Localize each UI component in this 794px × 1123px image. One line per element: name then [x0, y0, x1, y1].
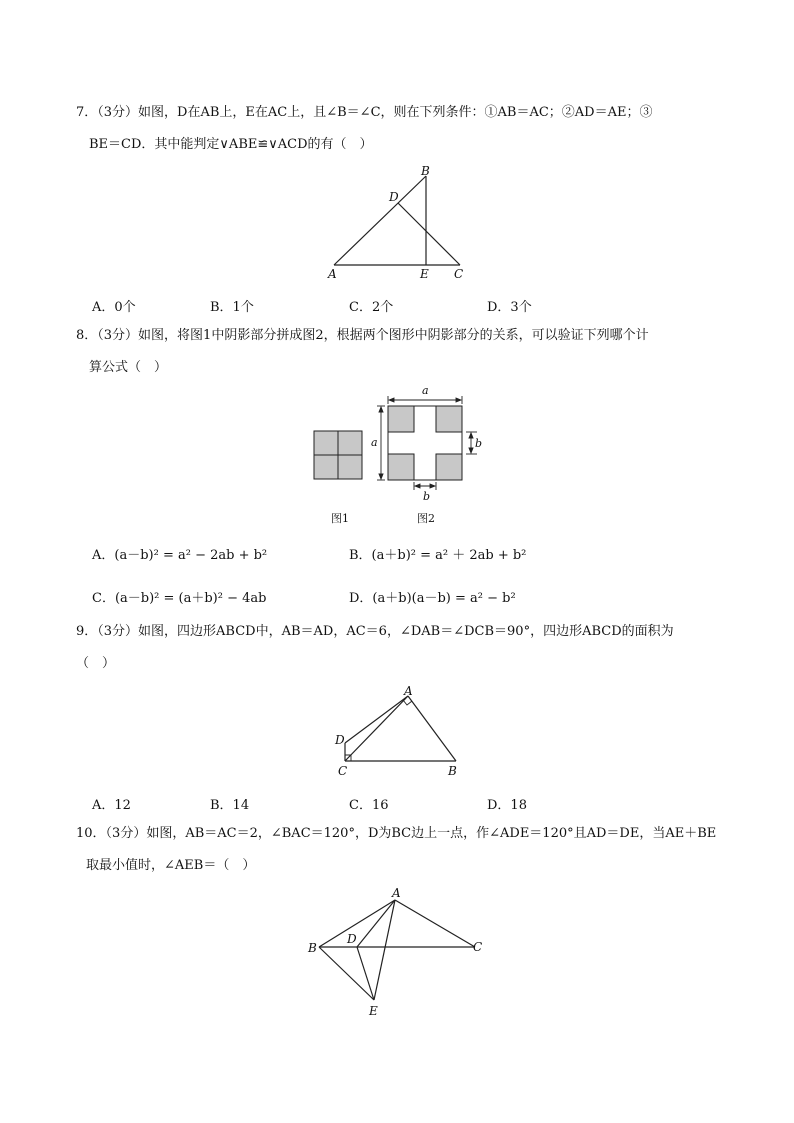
q9-label-c: C — [338, 764, 348, 778]
q8-option-d[interactable]: D．(a＋b)(a－b) = a² − b² — [349, 591, 516, 606]
q9-line-ab — [408, 696, 456, 761]
q10-stem-line2: 取最小值时，∠AEB＝（ ） — [86, 858, 256, 873]
q10-label-a: A — [392, 886, 401, 900]
q9-line-da — [345, 696, 408, 743]
q9-label-a: A — [404, 684, 413, 698]
q8-caption-fig2: 图2 — [417, 512, 435, 525]
q8-fig2 — [388, 406, 462, 480]
q7-option-d[interactable]: D．3个 — [487, 300, 532, 315]
q9-stem-line1: 9．（3分）如图，四边形ABCD中，AB＝AD，AC＝6，∠DAB＝∠DCB＝90°，四边形ABCD的面积为 — [76, 624, 674, 639]
q8-option-a[interactable]: A．(a－b)² = a² − 2ab + b² — [92, 548, 268, 563]
q7-option-c[interactable]: C．2个 — [349, 300, 394, 315]
q9-figure — [330, 683, 470, 781]
q10-line-ac — [395, 900, 475, 947]
q9-label-d: D — [335, 733, 345, 747]
q10-line-ba — [319, 900, 395, 947]
q10-label-e: E — [369, 1004, 378, 1018]
q9-option-b[interactable]: B．14 — [210, 798, 250, 813]
q8-option-b[interactable]: B．(a＋b)² = a² ＋ 2ab + b² — [349, 548, 527, 563]
q10-label-d: D — [347, 932, 357, 946]
q10-label-b: B — [308, 941, 317, 955]
q9-line-ca — [345, 696, 408, 761]
q10-label-c: C — [473, 940, 483, 954]
q8-stem-line2: 算公式（ ） — [89, 360, 168, 375]
q8-label-b-right: b — [475, 437, 483, 450]
q7-label-c: C — [454, 267, 464, 281]
q7-line-dc — [398, 203, 460, 265]
q7-label-e: E — [420, 267, 429, 281]
q7-option-b[interactable]: B．1个 — [210, 300, 254, 315]
q7-line-ab — [334, 176, 426, 265]
q7-option-a[interactable]: A．0个 — [92, 300, 136, 315]
q9-option-a[interactable]: A．12 — [92, 798, 131, 813]
q8-label-a-left: a — [371, 436, 378, 449]
q9-option-d[interactable]: D．18 — [487, 798, 527, 813]
q10-stem-line1: 10．（3分）如图，AB＝AC＝2，∠BAC＝120°，D为BC边上一点，作∠ADE＝120°且AD＝DE，当AE＋BE — [76, 826, 717, 841]
q9-label-b: B — [448, 764, 457, 778]
q10-line-da — [357, 900, 395, 947]
q8-stem-line1: 8．（3分）如图，将图1中阴影部分拼成图2，根据两个图形中阴影部分的关系，可以验证下列哪个计 — [76, 328, 649, 343]
q8-caption-fig1: 图1 — [331, 512, 349, 525]
q9-option-c[interactable]: C．16 — [349, 798, 389, 813]
q9-stem-line2: （ ） — [76, 656, 116, 671]
q7-stem-line2: BE＝CD．其中能判定∨ABE≌∨ACD的有（ ） — [89, 137, 373, 152]
q10-figure — [302, 885, 497, 1020]
q8-label-a-top: a — [422, 384, 429, 397]
q7-label-a: A — [328, 267, 337, 281]
q8-fig1 — [314, 431, 362, 479]
q10-line-ae — [374, 900, 395, 1000]
q8-label-b-bottom: b — [423, 490, 431, 503]
q7-figure — [320, 160, 480, 285]
q8-option-c[interactable]: C．(a－b)² = (a＋b)² − 4ab — [92, 591, 267, 606]
q7-label-b: B — [421, 164, 430, 178]
q7-stem-line1: 7．（3分）如图，D在AB上，E在AC上，且∠B＝∠C，则在下列条件：①AB＝AC；②AD＝AE；③ — [76, 105, 653, 120]
q7-label-d: D — [389, 190, 399, 204]
q8-figure — [305, 382, 495, 527]
